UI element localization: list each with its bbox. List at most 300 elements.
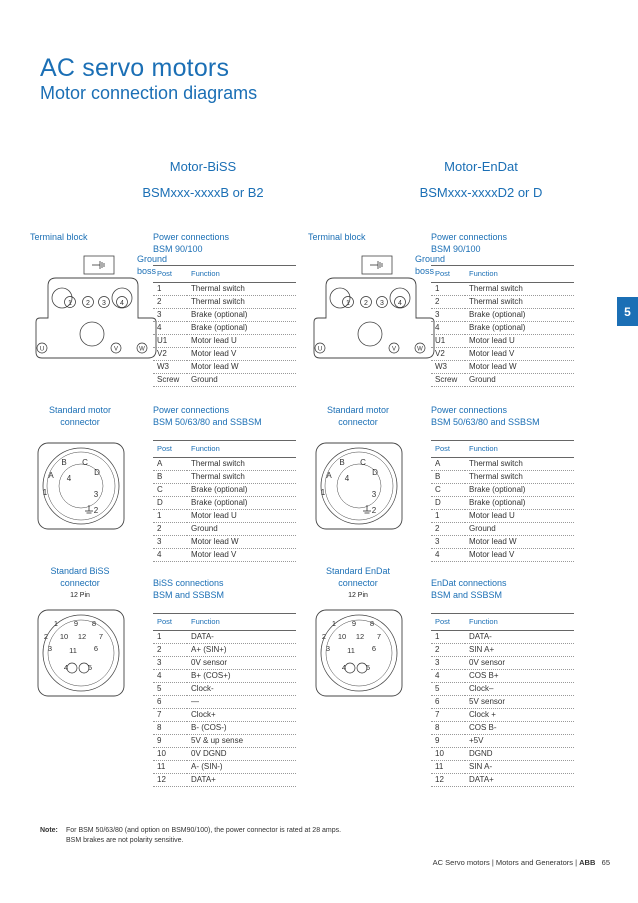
table-row [153,722,296,735]
standard-motor-connector-label [303,404,413,428]
encoder-pin-number: 9 [73,619,79,628]
function-cell: Brake (optional) [187,484,296,497]
post-cell: 8 [431,722,465,735]
post-cell: V2 [153,348,187,361]
table-row [153,644,296,657]
function-cell: A- (SIN-) [187,761,296,774]
terminal-post-label: 1 [68,300,72,307]
power-connections-table [153,265,296,387]
connector-pin-number: 4 [66,474,72,483]
table-row [431,283,574,296]
table-row [431,631,574,644]
function-cell: Motor lead U [465,335,574,348]
post-cell: W3 [153,361,187,374]
post-cell: A [431,458,465,471]
terminal-post-label: 1 [346,300,350,307]
post-cell: 7 [153,709,187,722]
ground-label-line2: boss [415,266,435,276]
function-cell: Thermal switch [465,471,574,484]
encoder-pin-number: 4 [63,663,69,672]
post-cell: 2 [153,296,187,309]
function-cell: Thermal switch [465,283,574,296]
table-row [153,510,296,523]
function-cell: Brake (optional) [187,322,296,335]
encoder-connector-diagram [314,608,404,698]
post-cell: 11 [153,761,187,774]
encoder-pin-number: 3 [47,644,53,653]
ground-symbol-icon [363,505,371,513]
table-row [431,536,574,549]
pin-count-label: 12 Pin [70,592,90,599]
column-header-post: Post [153,614,187,631]
column-header-post: Post [153,441,187,458]
post-cell: 7 [431,709,465,722]
post-cell: 10 [153,748,187,761]
power-title-line1: Power connections [153,232,230,242]
phase-terminal-label: W [417,346,423,353]
ground-label-line1: Ground [137,254,168,264]
encoder-pin-number: 7 [98,632,104,641]
table-row [431,774,574,787]
function-cell: COS B- [465,722,574,735]
encoder-pin-number: 11 [347,646,355,655]
encoder-pin-number: 6 [93,644,99,653]
table-row [153,322,296,335]
connector-pin-letter: C [82,458,88,467]
column-header-post: Post [431,266,465,283]
post-cell: A [153,458,187,471]
table-row [431,348,574,361]
terminal-post-label: 3 [380,300,384,307]
function-cell: 5V & up sense [187,735,296,748]
standard-motor-connector-diagram [314,441,404,531]
encoder-pin-number: 4 [341,663,347,672]
table-row [431,670,574,683]
function-cell: Clock + [465,709,574,722]
table-row [153,283,296,296]
table-row [153,536,296,549]
function-cell: DGND [465,748,574,761]
post-cell: 5 [431,683,465,696]
encoder-connections-table [431,613,574,787]
encoder-pin-number: 10 [59,632,69,641]
column-header-post: Post [431,614,465,631]
post-cell: 2 [153,644,187,657]
power-connections-table [431,265,574,387]
function-cell: Motor lead V [187,348,296,361]
column-heading: Motor-BiSS [169,159,237,174]
function-cell: Motor lead U [465,510,574,523]
table-row [431,458,574,471]
column-header-post: Post [431,441,465,458]
function-cell: Thermal switch [187,283,296,296]
encoder-connector-label [303,565,413,589]
column-model: BSMxxx-xxxxD2 or D [419,185,543,200]
table-row [153,657,296,670]
std-title-line1: Power connections [153,405,230,415]
footer-text: AC Servo motors | Motors and Generators | [432,858,578,867]
connector-pin-number: 1 [320,488,326,497]
encoder-pin-marker [345,663,355,673]
page-subtitle: Motor connection diagrams [40,83,258,103]
phase-terminal-label: V [391,346,397,353]
std-title-line2: BSM 50/63/80 and SSBSM [431,417,540,427]
note-line-1: For BSM 50/63/80 (and option on BSM90/100), the power connector is rated at 28 amps. [66,827,342,834]
enc-label-line2: connector [60,578,100,588]
function-cell: Clock+ [187,709,296,722]
note-label: Note: [40,827,58,834]
post-cell: V2 [431,348,465,361]
post-cell: 9 [431,735,465,748]
post-cell: 4 [431,670,465,683]
encoder-pin-marker [67,663,77,673]
post-cell: D [431,497,465,510]
table-row [153,709,296,722]
page-footer [410,858,610,867]
function-cell: Brake (optional) [465,309,574,322]
connector-pin-number: 3 [93,490,99,499]
table-row [153,484,296,497]
post-cell: 12 [153,774,187,787]
post-cell: W3 [431,361,465,374]
function-cell: +5V [465,735,574,748]
function-cell: Motor lead U [187,510,296,523]
post-cell: 2 [431,523,465,536]
std-power-table-title [153,404,262,428]
post-cell: 11 [431,761,465,774]
table-row [153,761,296,774]
column-heading: Motor-EnDat [444,159,518,174]
connector-pin-number: 1 [42,488,48,497]
footnote [40,826,341,846]
function-cell: 5V sensor [465,696,574,709]
table-row [153,670,296,683]
table-row [153,497,296,510]
function-cell: DATA+ [187,774,296,787]
function-cell: Clock- [187,683,296,696]
connector-pin-number: 3 [371,490,377,499]
function-cell: A+ (SIN+) [187,644,296,657]
function-cell: B- (COS-) [187,722,296,735]
std-label-line1: Standard motor [326,405,390,415]
table-row [153,296,296,309]
post-cell: 4 [431,549,465,562]
enc-title-line1: BiSS connections [153,578,224,588]
terminal-block-diagram [34,254,159,364]
post-cell: 6 [431,696,465,709]
column-header-function: Function [187,441,296,458]
table-row [153,683,296,696]
encoder-pin-number: 12 [355,632,365,641]
enc-title-line2: BSM and SSBSM [153,590,225,600]
function-cell: Motor lead V [465,348,574,361]
encoder-pin-number: 5 [365,663,371,672]
table-row [431,761,574,774]
terminal-post-label: 4 [120,300,124,307]
function-cell: Motor lead V [187,549,296,562]
table-row [153,735,296,748]
post-cell: Screw [431,374,465,387]
function-cell: 0V DGND [187,748,296,761]
function-cell: Motor lead W [187,536,296,549]
power-title-line2: BSM 90/100 [153,244,203,254]
table-row [431,309,574,322]
function-cell: Clock– [465,683,574,696]
encoder-table-title [431,577,507,601]
ground-icon [92,261,104,269]
post-cell: 12 [431,774,465,787]
column-header-function: Function [465,266,574,283]
table-row [431,523,574,536]
post-cell: 4 [153,322,187,335]
enc-label-line2: connector [338,578,378,588]
terminal-post-label: 3 [102,300,106,307]
column-header-post: Post [153,266,187,283]
post-cell: 3 [431,536,465,549]
encoder-pin-number: 9 [351,619,357,628]
post-cell: Screw [153,374,187,387]
post-cell: D [153,497,187,510]
encoder-pin-number: 2 [321,632,327,641]
table-row [431,735,574,748]
column-header-function: Function [187,614,296,631]
page-number: 65 [601,858,610,867]
table-row [153,361,296,374]
function-cell: DATA- [465,631,574,644]
ground-icon [370,261,382,269]
post-cell: 6 [153,696,187,709]
power-title-line1: Power connections [431,232,508,242]
table-row [431,322,574,335]
terminal-post-label: 2 [86,300,90,307]
std-label-line2: connector [60,417,100,427]
table-row [431,657,574,670]
function-cell: COS B+ [465,670,574,683]
encoder-pin-number: 3 [325,644,331,653]
function-cell: Motor lead V [465,549,574,562]
function-cell: SIN A+ [465,644,574,657]
connector-pin-number: 2 [93,506,99,515]
enc-label-line1: Standard BiSS [50,566,110,576]
function-cell: DATA+ [465,774,574,787]
table-row [431,510,574,523]
function-cell: Motor lead W [465,536,574,549]
encoder-pin-number: 10 [337,632,347,641]
section-tab[interactable]: 5 [617,297,638,326]
post-cell: 4 [431,322,465,335]
std-title-line1: Power connections [431,405,508,415]
std-label-line2: connector [338,417,378,427]
column-model: BSMxxx-xxxxB or B2 [142,185,264,200]
function-cell: 0V sensor [465,657,574,670]
post-cell: 4 [153,670,187,683]
table-row [153,348,296,361]
table-row [153,335,296,348]
power-table-title [431,231,507,255]
column-header-function: Function [187,266,296,283]
connector-pin-letter: B [339,458,345,467]
post-cell: 4 [153,549,187,562]
post-cell: 1 [431,510,465,523]
connector-pin-number: 4 [344,474,350,483]
terminal-block-label: Terminal block [308,232,366,242]
encoder-pin-number: 11 [69,646,77,655]
phase-terminal-label: U [39,346,45,353]
function-cell: Ground [187,374,296,387]
table-row [431,484,574,497]
std-label-line1: Standard motor [48,405,112,415]
encoder-connector-diagram [36,608,126,698]
enc-title-line1: EnDat connections [431,578,507,588]
function-cell: Brake (optional) [465,497,574,510]
table-row [431,696,574,709]
encoder-pin-number: 6 [371,644,377,653]
terminal-block-label: Terminal block [30,232,88,242]
post-cell: 1 [153,283,187,296]
terminal-post-label: 2 [364,300,368,307]
connector-pin-letter: D [94,468,100,477]
ground-label-line2: boss [137,266,157,276]
post-cell: 3 [153,657,187,670]
connector-pin-letter: C [360,458,366,467]
table-row [431,374,574,387]
table-row [431,683,574,696]
function-cell: Thermal switch [187,471,296,484]
std-power-table-title [431,404,540,428]
post-cell: B [431,471,465,484]
post-cell: C [153,484,187,497]
enc-label-line1: Standard EnDat [325,566,391,576]
post-cell: 1 [153,631,187,644]
encoder-pin-number: 5 [87,663,93,672]
post-cell: 3 [431,657,465,670]
function-cell: Thermal switch [465,458,574,471]
encoder-pin-number: 8 [369,619,375,628]
function-cell: Thermal switch [187,458,296,471]
table-row [153,458,296,471]
post-cell: 5 [153,683,187,696]
function-cell: Brake (optional) [187,497,296,510]
table-row [431,296,574,309]
table-row [153,374,296,387]
post-cell: 9 [153,735,187,748]
table-row [153,631,296,644]
phase-terminal-label: U [317,346,323,353]
standard-motor-connector-label [25,404,135,428]
encoder-pin-number: 7 [376,632,382,641]
connector-pin-number: 2 [371,506,377,515]
std-power-connections-table [153,440,296,562]
post-cell: 3 [153,309,187,322]
table-row [153,523,296,536]
function-cell: — [187,696,296,709]
post-cell: 2 [153,523,187,536]
table-row [153,471,296,484]
encoder-table-title [153,577,224,601]
encoder-pin-number: 8 [91,619,97,628]
page-title: AC servo motors [40,54,230,82]
pin-count-label: 12 Pin [348,592,368,599]
post-cell: 3 [431,309,465,322]
function-cell: Brake (optional) [465,322,574,335]
encoder-pin-number: 1 [53,619,59,628]
post-cell: 2 [431,296,465,309]
ground-label-line1: Ground [415,254,446,264]
table-row [431,335,574,348]
function-cell: 0V sensor [187,657,296,670]
post-cell: 2 [431,644,465,657]
post-cell: 1 [431,283,465,296]
table-row [153,774,296,787]
table-row [431,549,574,562]
function-cell: Motor lead W [465,361,574,374]
function-cell: Motor lead W [187,361,296,374]
table-row [153,309,296,322]
function-cell: Ground [465,374,574,387]
post-cell: C [431,484,465,497]
encoder-pin-number: 12 [77,632,87,641]
encoder-pin-number: 1 [331,619,337,628]
table-row [153,748,296,761]
terminal-block-diagram [312,254,437,364]
connector-pin-letter: D [372,468,378,477]
function-cell: B+ (COS+) [187,670,296,683]
connector-pin-letter: A [326,471,332,480]
std-power-connections-table [431,440,574,562]
function-cell: DATA- [187,631,296,644]
table-row [431,748,574,761]
function-cell: Motor lead U [187,335,296,348]
post-cell: 3 [153,536,187,549]
table-row [153,549,296,562]
table-row [431,361,574,374]
function-cell: Brake (optional) [187,309,296,322]
post-cell: 10 [431,748,465,761]
function-cell: Brake (optional) [465,484,574,497]
table-row [431,497,574,510]
encoder-connector-label [25,565,135,589]
table-row [431,722,574,735]
phase-terminal-label: V [113,346,119,353]
post-cell: 1 [431,631,465,644]
standard-motor-connector-diagram [36,441,126,531]
table-row [431,471,574,484]
post-cell: 1 [153,510,187,523]
post-cell: B [153,471,187,484]
function-cell: Thermal switch [465,296,574,309]
column-header-function: Function [465,441,574,458]
ground-symbol-icon [85,505,93,513]
function-cell: SIN A- [465,761,574,774]
terminal-post-label: 4 [398,300,402,307]
footer-brand: ABB [579,858,596,867]
enc-title-line2: BSM and SSBSM [431,590,503,600]
column-header-function: Function [465,614,574,631]
note-line-2: BSM brakes are not polarity sensitive. [66,837,184,844]
table-row [431,709,574,722]
post-cell: 8 [153,722,187,735]
encoder-connections-table [153,613,296,787]
table-row [153,696,296,709]
table-row [431,644,574,657]
std-title-line2: BSM 50/63/80 and SSBSM [153,417,262,427]
connector-pin-letter: B [61,458,67,467]
function-cell: Thermal switch [187,296,296,309]
power-title-line2: BSM 90/100 [431,244,481,254]
phase-terminal-label: W [139,346,145,353]
connector-pin-letter: A [48,471,54,480]
encoder-pin-number: 2 [43,632,49,641]
